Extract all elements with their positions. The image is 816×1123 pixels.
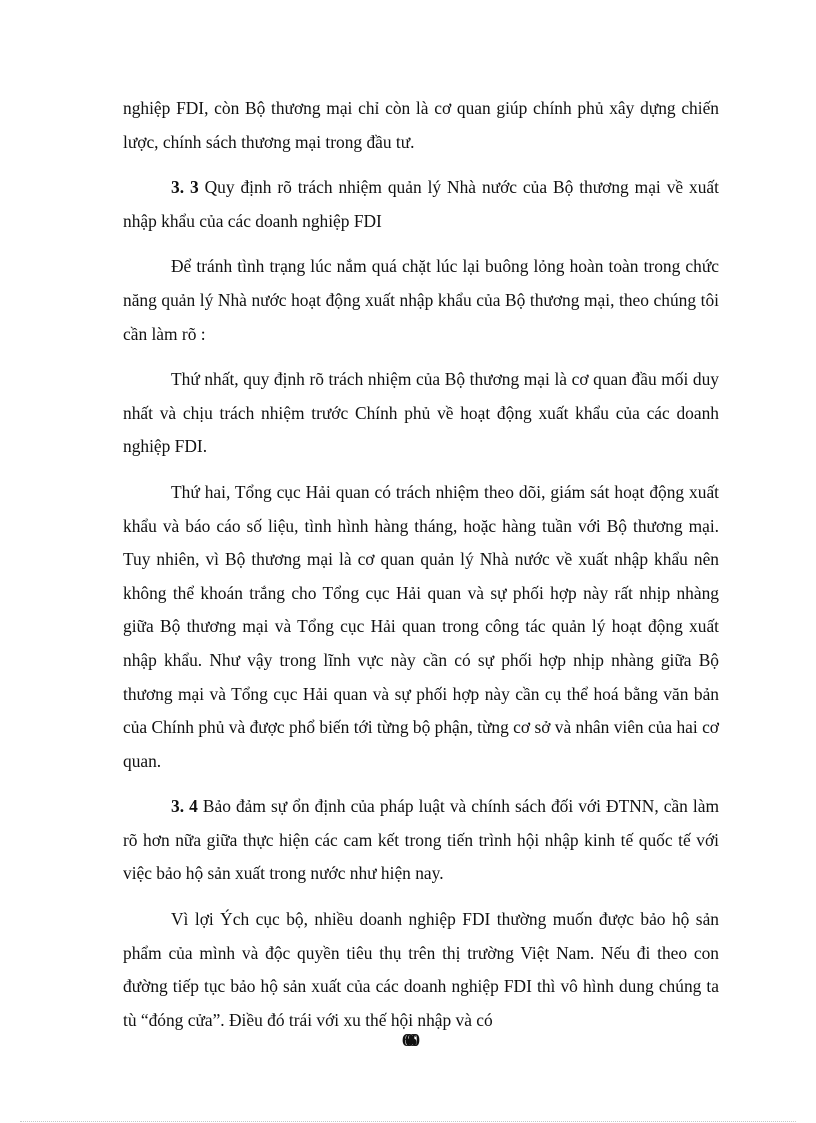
paragraph-7: Vì lợi Ých cục bộ, nhiều doanh nghiệp FDI thường muốn được bảo hộ sản phẩm của mình và độc quyền tiêu thụ trên thị trường Việt Nam. Nếu đi theo con đường tiếp tục bảo hộ sản xuất của các doanh nghiệp FDI thì vô hình dung chúng ta tù “đóng cửa”. Điều đó trái với xu thế hội nhập và có bbox=[123, 909, 719, 1030]
page-number: 6060 bbox=[402, 1030, 414, 1050]
section-number: 3. 4 bbox=[171, 796, 198, 817]
section-number: 3. 3 bbox=[171, 177, 199, 198]
section-heading-3-4 bbox=[123, 790, 719, 891]
paragraph-1: nghiệp FDI, còn Bộ thương mại chỉ còn là cơ quan giúp chính phủ xây dựng chiến lược, chính sách thương mại trong đầu tư. bbox=[123, 98, 719, 152]
document-body bbox=[123, 92, 719, 1049]
section-heading-text: Bảo đảm sự ổn định của pháp luật và chính sách đối với ĐTNN, cần làm rõ hơn nữa giữa thực hiện các cam kết trong tiến trình hội nhập kinh tế quốc tế với việc bảo hộ sản xuất trong nước như hiện nay. bbox=[123, 796, 719, 884]
section-heading-3-3 bbox=[123, 171, 719, 238]
paragraph-5: Thứ hai, Tổng cục Hải quan có trách nhiệm theo dõi, giám sát hoạt động xuất khẩu và báo cáo số liệu, tình hình hàng tháng, hoặc hàng tuần với Bộ thương mại. Tuy nhiên, vì Bộ thương mại là cơ quan quản lý Nhà nước về xuất nhập khẩu nên không thể khoán trắng cho Tổng cục Hải quan và sự phối hợp này rất nhịp nhàng giữa Bộ thương mại và Tổng cục Hải quan trong công tác quản lý hoạt động xuất nhập khẩu. Như vậy trong lĩnh vực này cần có sự phối hợp nhịp nhàng giữa Bộ thương mại và Tổng cục Hải quan và sự phối hợp này cần cụ thể hoá bằng văn bản của Chính phủ và được phổ biến tới từng bộ phận, từng cơ sở và nhân viên của hai cơ quan. bbox=[123, 481, 719, 771]
section-heading-text: Quy định rõ trách nhiệm quản lý Nhà nước của Bộ thương mại về xuất nhập khẩu của các doanh nghiệp FDI bbox=[123, 177, 719, 231]
paragraph-3: Để tránh tình trạng lúc nắm quá chặt lúc lại buông lỏng hoàn toàn trong chức năng quản lý Nhà nước hoạt động xuất nhập khẩu của Bộ thương mại, theo chúng tôi cần làm rõ : bbox=[123, 256, 719, 344]
page-bottom-divider bbox=[20, 1121, 796, 1122]
paragraph-4: Thứ nhất, quy định rõ trách nhiệm của Bộ thương mại là cơ quan đầu mối duy nhất và chịu trách nhiệm trước Chính phủ về hoạt động xuất khẩu của các doanh nghiệp FDI. bbox=[123, 369, 719, 457]
